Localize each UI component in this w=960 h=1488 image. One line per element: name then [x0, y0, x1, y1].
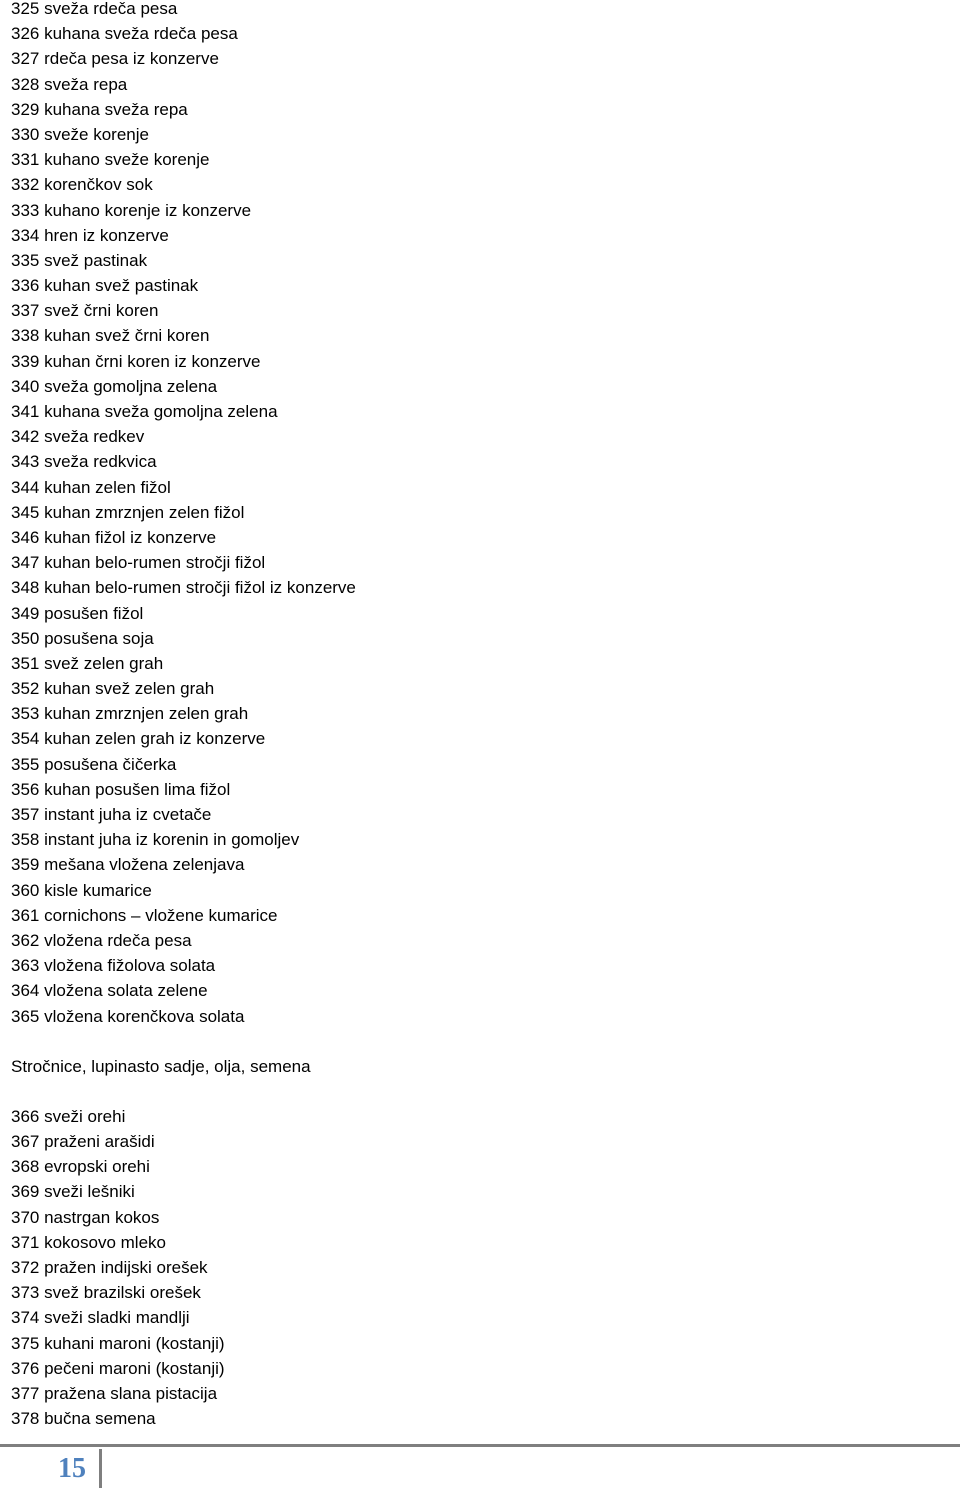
- list-item: 343 sveža redkvica: [11, 452, 157, 472]
- list-item: 371 kokosovo mleko: [11, 1232, 166, 1252]
- list-item: 377 pražena slana pistacija: [11, 1383, 218, 1403]
- footer-divider: [99, 1449, 102, 1488]
- footer-rule: [0, 1444, 960, 1447]
- list-item: 339 kuhan črni koren iz konzerve: [11, 351, 261, 371]
- list-item: 355 posušena čičerka: [11, 754, 177, 774]
- list-item: 330 sveže korenje: [11, 124, 149, 144]
- list-item: 328 sveža repa: [11, 74, 128, 94]
- list-item: 346 kuhan fižol iz konzerve: [11, 527, 217, 547]
- list-item: 363 vložena fižolova solata: [11, 956, 216, 976]
- list-item: 375 kuhani maroni (kostanji): [11, 1333, 225, 1353]
- list-item: 329 kuhana sveža repa: [11, 99, 188, 119]
- list-item: 341 kuhana sveža gomoljna zelena: [11, 402, 278, 421]
- list-item: 374 sveži sladki mandlji: [11, 1308, 190, 1328]
- list-item: 351 svež zelen grah: [11, 653, 164, 673]
- list-item: 350 posušena soja: [11, 628, 154, 648]
- list-item: 370 nastrgan kokos: [11, 1207, 160, 1227]
- list-item: 362 vložena rdeča pesa: [11, 930, 192, 950]
- list-item: 353 kuhan zmrznjen zelen grah: [11, 704, 249, 724]
- list-item: 368 evropski orehi: [11, 1157, 150, 1177]
- list-item: 338 kuhan svež črni koren: [11, 326, 210, 346]
- list-item: 360 kisle kumarice: [11, 880, 152, 900]
- list-item: 335 svež pastinak: [11, 250, 148, 270]
- list-item: 378 bučna semena: [11, 1409, 156, 1429]
- list-item: 331 kuhano sveže korenje: [11, 150, 210, 170]
- list-item: 333 kuhano korenje iz konzerve: [11, 200, 252, 220]
- list-item: 365 vložena korenčkova solata: [11, 1006, 245, 1026]
- list-item: 359 mešana vložena zelenjava: [11, 855, 245, 875]
- list-item: 369 sveži lešniki: [11, 1182, 135, 1202]
- page-number: 15: [58, 1453, 86, 1484]
- list-item: 364 vložena solata zelene: [11, 981, 208, 1001]
- list-item: 340 sveža gomoljna zelena: [11, 376, 218, 396]
- list-item: 337 svež črni koren: [11, 301, 159, 321]
- list-item: 366 sveži orehi: [11, 1106, 126, 1126]
- list-item: 332 korenčkov sok: [11, 175, 153, 195]
- list-item: 358 instant juha iz korenin in gomoljev: [11, 830, 300, 850]
- list-item: 348 kuhan belo-rumen stročji fižol iz konzerve: [11, 578, 356, 598]
- list-item: 356 kuhan posušen lima fižol: [11, 779, 231, 799]
- list-item: 336 kuhan svež pastinak: [11, 276, 199, 296]
- list-item: 361 cornichons – vložene kumarice: [11, 905, 278, 925]
- list-item: 372 pražen indijski orešek: [11, 1258, 208, 1277]
- list-item: 373 svež brazilski orešek: [11, 1283, 201, 1303]
- list-item: 354 kuhan zelen grah iz konzerve: [11, 729, 266, 749]
- section-heading: Stročnice, lupinasto sadje, olja, semena: [11, 1056, 311, 1076]
- list-item: 342 sveža redkev: [11, 427, 145, 447]
- list-item: 344 kuhan zelen fižol: [11, 477, 171, 497]
- list-item: 327 rdeča pesa iz konzerve: [11, 49, 219, 69]
- list-item: 345 kuhan zmrznjen zelen fižol: [11, 502, 245, 522]
- vegetables-list: [11, 0, 941, 1033]
- page-footer: [0, 1444, 960, 1488]
- list-item: 367 praženi arašidi: [11, 1132, 155, 1152]
- list-item: 347 kuhan belo-rumen stročji fižol: [11, 553, 266, 573]
- list-item: 357 instant juha iz cvetače: [11, 805, 212, 824]
- list-item: 349 posušen fižol: [11, 603, 144, 623]
- list-item: 352 kuhan svež zelen grah: [11, 679, 215, 699]
- list-item: 376 pečeni maroni (kostanji): [11, 1358, 225, 1378]
- nuts-list: [11, 1108, 941, 1435]
- list-item: 326 kuhana sveža rdeča pesa: [11, 24, 238, 44]
- page-content: [11, 0, 941, 1435]
- list-item: 325 sveža rdeča pesa: [11, 0, 178, 18]
- list-item: 334 hren iz konzerve: [11, 225, 169, 245]
